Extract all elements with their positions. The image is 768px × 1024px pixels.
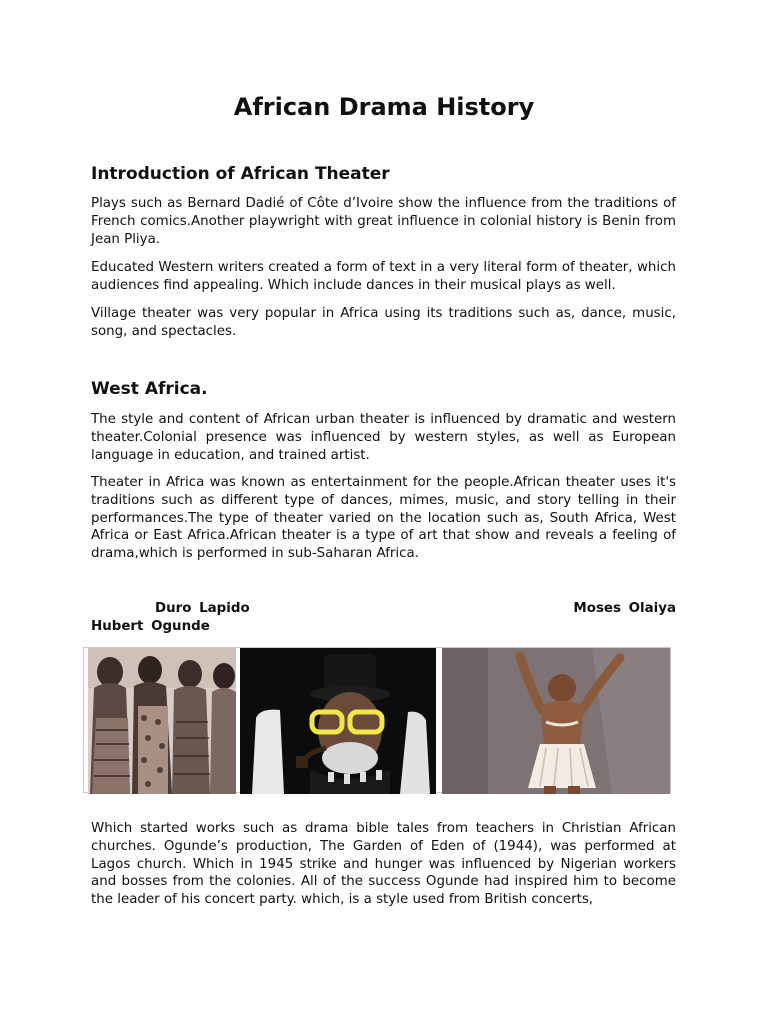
paragraph-west-africa-1: The style and content of African urban theater is influenced by dramatic and western theater.Colonial presence was influenced by western styles, as well as European language in education, and trained artist.	[91, 412, 676, 463]
caption-duro-lapido: Duro Lapido	[155, 601, 250, 616]
caption-hubert-ogunde: Hubert Ogunde	[91, 619, 210, 634]
photo-group-traditional-dress	[88, 648, 236, 794]
photo-dancer-raised-arms	[442, 648, 670, 794]
section-heading-introduction: Introduction of African Theater	[91, 164, 390, 184]
paragraph-closing: Which started works such as drama bible tales from teachers in Christian African churches. Ogunde’s production, The Garden of Eden of (1944), was performed at Lagos church. Which in 1945 strike and hunger was influenced by Nigerian workers and bosses from the colonies. All of the success Ogunde had inspired him to become the leader of his concert party. which, is a style used from British concerts,	[91, 821, 676, 908]
paragraph-intro-2: Educated Western writers created a form of text in a very literal form of theater, which audiences find appealing. Which include dances in their musical plays as well.	[91, 260, 676, 293]
paragraph-intro-3: Village theater was very popular in Africa using its traditions such as, dance, music, song, and spectacles.	[91, 306, 676, 339]
paragraph-west-africa-2: Theater in Africa was known as entertainment for the people.African theater uses it's traditions such as different type of dances, mimes, music, and story telling in their performances.The type of theater varied on the location such as, South Africa, West Africa or East Africa.African theater is a type of art that show and reveals a feeling of drama,which is performed in sub-Saharan Africa.	[91, 475, 676, 562]
paragraph-intro-1: Plays such as Bernard Dadié of Côte d’Ivoire show the influence from the traditions of French comics.Another playwright with great influence in colonial history is Benin from Jean Pliya.	[91, 196, 676, 247]
document-title: African Drama History	[233, 93, 535, 121]
photo-gallery	[83, 647, 671, 793]
photo-man-top-hat	[240, 648, 436, 794]
section-heading-west-africa: West Africa.	[91, 379, 208, 399]
caption-moses-olaiya: Moses Olaiya	[573, 601, 676, 616]
